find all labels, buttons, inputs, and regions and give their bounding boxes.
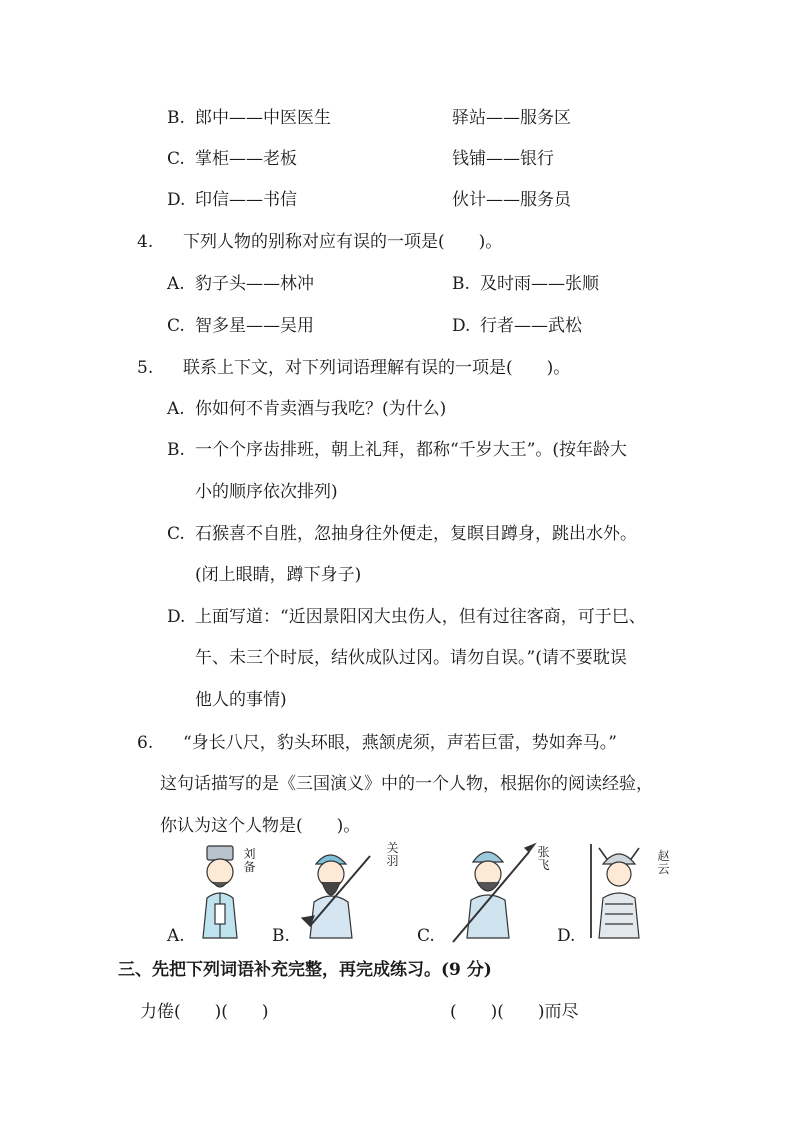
figure-c-name: 张飞 — [537, 845, 550, 872]
q5-option-d: D. 上面写道：“近因景阳冈大虫伤人，但有过往客商，可于巳、 — [167, 607, 646, 627]
q4-number: 4. — [137, 232, 154, 252]
figure-d-name: 赵云 — [657, 849, 670, 876]
q3-option-c-right: 钱铺——银行 — [452, 149, 554, 169]
figure-option-c[interactable]: C. 张飞 — [445, 838, 555, 948]
q4-option-a: A. 豹子头——林冲 — [167, 274, 314, 294]
q5-option-d-line2: 午、未三个时辰，结伙成队过冈。请勿自误。”(请不要耽误 — [195, 648, 627, 668]
section3-heading: 三、先把下列词语补充完整，再完成练习。(9 分) — [118, 960, 492, 980]
q6-line1: “身长八尺，豹头环眼，燕颔虎须，声若巨雷，势如奔马。” — [183, 733, 617, 753]
q5-number: 5. — [137, 358, 154, 378]
q4-option-c: C. 智多星——吴用 — [167, 316, 314, 336]
q3-option-d-right: 伙计——服务员 — [452, 190, 571, 210]
q5-option-b-line2: 小的顺序依次排列) — [195, 482, 338, 502]
q5-option-c-line2: (闭上眼睛，蹲下身子) — [195, 565, 362, 585]
figure-option-b[interactable]: B. 关羽 — [300, 838, 410, 948]
q5-option-c: C. 石猴喜不自胜，忽抽身往外便走，复瞑目蹲身，跳出水外。 — [167, 524, 637, 544]
q6-number: 6. — [137, 733, 154, 753]
q4-option-b: B. 及时雨——张顺 — [452, 274, 599, 294]
q5-option-d-line3: 他人的事情) — [195, 690, 287, 710]
figure-b-name: 关羽 — [386, 841, 399, 868]
q3-option-c: C. 掌柜——老板 — [167, 149, 297, 169]
figure-option-d[interactable]: D. 赵云 — [585, 838, 695, 948]
q5-stem: 联系上下文，对下列词语理解有误的一项是( )。 — [183, 358, 571, 378]
q6-line2: 这句话描写的是《三国演义》中的一个人物，根据你的阅读经验， — [160, 774, 653, 794]
q3-option-d: D. 印信——书信 — [167, 190, 297, 210]
section3-item2: ( )( )而尽 — [450, 1002, 579, 1022]
q4-stem: 下列人物的别称对应有误的一项是( )。 — [183, 232, 503, 252]
q6-line3: 你认为这个人物是( )。 — [160, 816, 361, 836]
q3-option-b: B. 郎中——中医医生 — [167, 108, 331, 128]
q5-option-b: B. 一个个序齿排班，朝上礼拜，都称“千岁大王”。(按年龄大 — [167, 440, 628, 460]
figure-a-name: 刘备 — [243, 847, 256, 874]
q5-option-a: A. 你如何不肯卖酒与我吃？(为什么) — [167, 399, 447, 419]
q3-option-b-right: 驿站——服务区 — [452, 108, 571, 128]
section3-item1: 力倦( )( ) — [140, 1002, 269, 1022]
q4-option-d: D. 行者——武松 — [452, 316, 582, 336]
zhaoyun-illustration — [585, 838, 695, 948]
figure-option-a[interactable]: A. 刘备 — [195, 838, 305, 948]
